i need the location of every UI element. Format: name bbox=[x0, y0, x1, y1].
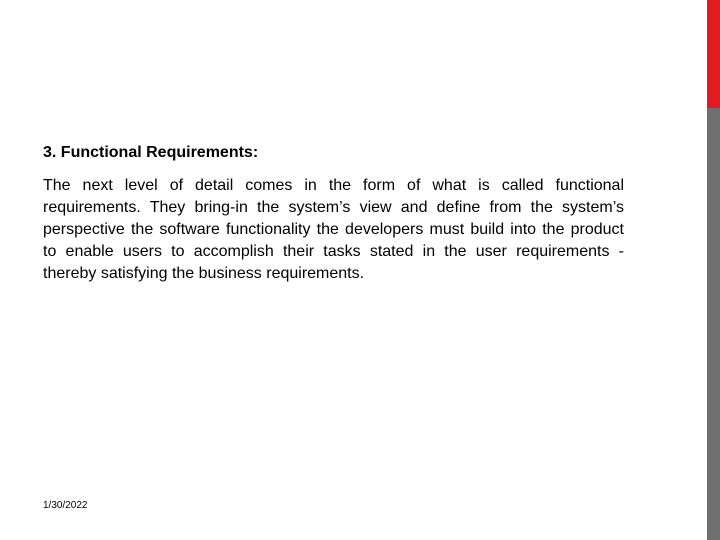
slide-heading: 3. Functional Requirements: bbox=[43, 144, 259, 161]
footer-date: 1/30/2022 bbox=[43, 500, 88, 511]
side-accent-highlight bbox=[707, 0, 720, 108]
side-accent-bar bbox=[707, 0, 720, 540]
slide-body-text: The next level of detail comes in the form of what is called functional requirements. They bring-in the system’s view and define from the system’s perspective the software functionality the developers must build into the product to enable users to accomplish their tasks stated in the user requirements - thereby satisfying the business requirements. bbox=[43, 177, 624, 282]
